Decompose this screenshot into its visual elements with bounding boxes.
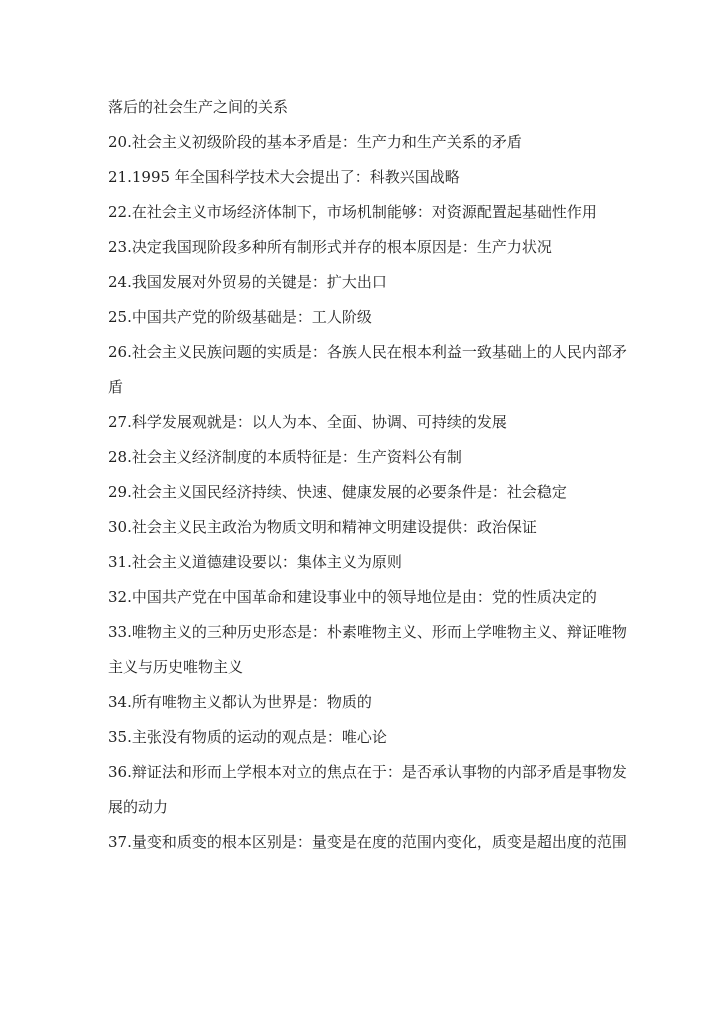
text-line: 27.科学发展观就是：以人为本、全面、协调、可持续的发展 (108, 413, 507, 431)
text-line: 24.我国发展对外贸易的关键是：扩大出口 (108, 273, 387, 291)
document-body (108, 90, 627, 860)
text-line: 33.唯物主义的三种历史形态是：朴素唯物主义、形而上学唯物主义、辩证唯物 (108, 623, 627, 641)
text-line: 37.量变和质变的根本区别是：量变是在度的范围内变化，质变是超出度的范围 (108, 833, 627, 851)
text-line: 23.决定我国现阶段多种所有制形式并存的根本原因是：生产力状况 (108, 238, 552, 256)
text-line: 32.中国共产党在中国革命和建设事业中的领导地位是由：党的性质决定的 (108, 588, 597, 606)
text-line: 28.社会主义经济制度的本质特征是：生产资料公有制 (108, 448, 462, 466)
text-line: 落后的社会生产之间的关系 (108, 98, 289, 116)
text-line: 26.社会主义民族问题的实质是：各族人民在根本利益一致基础上的人民内部矛 (108, 343, 627, 361)
text-line: 36.辩证法和形而上学根本对立的焦点在于：是否承认事物的内部矛盾是事物发 (108, 763, 627, 781)
text-line: 22.在社会主义市场经济体制下，市场机制能够：对资源配置起基础性作用 (108, 203, 597, 221)
text-line: 21.1995 年全国科学技术大会提出了：科教兴国战略 (108, 168, 460, 186)
text-line: 29.社会主义国民经济持续、快速、健康发展的必要条件是：社会稳定 (108, 483, 567, 501)
text-line: 主义与历史唯物主义 (108, 658, 244, 676)
text-line: 20.社会主义初级阶段的基本矛盾是：生产力和生产关系的矛盾 (108, 133, 522, 151)
text-line: 34.所有唯物主义都认为世界是：物质的 (108, 693, 372, 711)
text-line: 25.中国共产党的阶级基础是：工人阶级 (108, 308, 372, 326)
text-line: 35.主张没有物质的运动的观点是：唯心论 (108, 728, 387, 746)
text-line: 31.社会主义道德建设要以：集体主义为原则 (108, 553, 402, 571)
text-line: 展的动力 (108, 798, 169, 816)
text-line: 30.社会主义民主政治为物质文明和精神文明建设提供：政治保证 (108, 518, 537, 536)
text-line: 盾 (108, 378, 124, 396)
